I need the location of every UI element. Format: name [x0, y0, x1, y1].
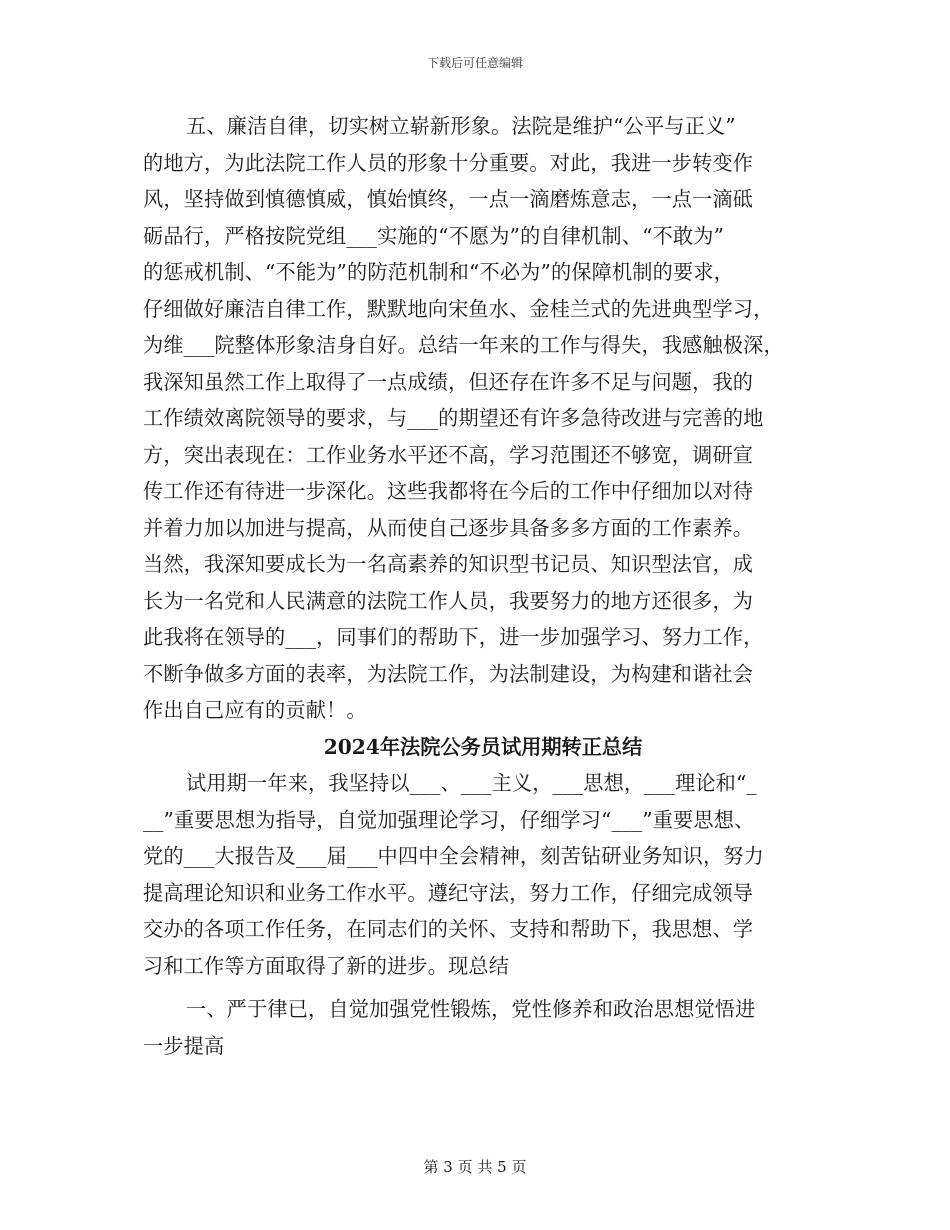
- text-line: 提高理论知识和业务工作水平。遵纪守法，努力工作，仔细完成领导: [143, 880, 754, 905]
- text-line: 方，突出表现在：工作业务水平还不高，学习范围还不够宽，调研宣: [143, 442, 754, 467]
- paragraph-section-one: [143, 991, 823, 1064]
- text-line: 五、廉洁自律，切实树立崭新形象。法院是维护“公平与正义”: [186, 114, 736, 138]
- text-line: 砺品行，严格按院党组___实施的“不愿为”的自律机制、“不敢为”: [143, 223, 725, 248]
- text-line: 传工作还有待进一步深化。这些我都将在今后的工作中仔细加以对待: [143, 479, 754, 503]
- text-line: 此我将在领导的___，同事们的帮助下，进一步加强学习、努力工作，: [143, 625, 764, 649]
- text-line: 并着力加以加进与提高，从而使自己逐步具备多多方面的工作素养。: [143, 515, 754, 540]
- text-line: 长为一名党和人民满意的法院工作人员，我要努力的地方还很多，为: [143, 588, 754, 613]
- paragraph-section-five: [143, 108, 823, 729]
- text-line: 风，坚持做到慎德慎威，慎始慎终，一点一滴磨炼意志，一点一滴砥: [143, 187, 754, 211]
- text-line: 当然，我深知要成长为一名高素养的知识型书记员、知识型法官，成: [143, 552, 754, 576]
- text-line: 仔细做好廉洁自律工作，默默地向宋鱼水、金桂兰式的先进典型学习，: [143, 296, 774, 321]
- paragraph-gap: [143, 984, 823, 991]
- text-line: 试用期一年来，我坚持以___、___主义，___思想，___理论和“_: [186, 771, 757, 795]
- text-line: __”重要思想为指导，自觉加强理论学习，仔细学习“___”重要思想、: [143, 807, 755, 832]
- header-note: 下载后可任意编辑: [426, 56, 523, 70]
- text-line: 为维___院整体形象洁身自好。总结一年来的工作与得失，我感触极深，: [143, 333, 784, 357]
- text-line: 党的___大报告及___届___中四中全会精神，刻苦钻研业务知识，努力: [143, 844, 764, 868]
- text-line: 一、严于律已，自觉加强党性锻炼，党性修养和政治思想觉悟进: [186, 997, 756, 1021]
- page-indicator: 第 3 页 共 5 页: [423, 1158, 527, 1176]
- document-body: [143, 108, 823, 1064]
- text-line: 习和工作等方面取得了新的进步。现总结: [143, 953, 510, 978]
- text-line: 的惩戒机制、“不能为”的防范机制和“不必为”的保障机制的要求，: [143, 260, 734, 284]
- text-line: 工作绩效离院领导的要求，与___的期望还有许多急待改进与完善的地: [143, 406, 764, 430]
- text-line: 作出自己应有的贡献！。: [143, 698, 367, 722]
- text-line: 交办的各项工作任务，在同志们的关怀、支持和帮助下，我思想、学: [143, 917, 754, 941]
- text-line: 不断争做多方面的表率，为法院工作，为法制建设，为构建和谐社会: [143, 661, 754, 686]
- document-title: 2024年法院公务员试用期转正总结: [323, 734, 643, 759]
- text-line: 的地方，为此法院工作人员的形象十分重要。对此，我进一步转变作: [143, 150, 754, 175]
- paragraph-intro: [143, 765, 823, 984]
- text-line: 我深知虽然工作上取得了一点成绩，但还存在许多不足与问题，我的: [143, 369, 754, 394]
- text-line: 一步提高: [143, 1033, 225, 1058]
